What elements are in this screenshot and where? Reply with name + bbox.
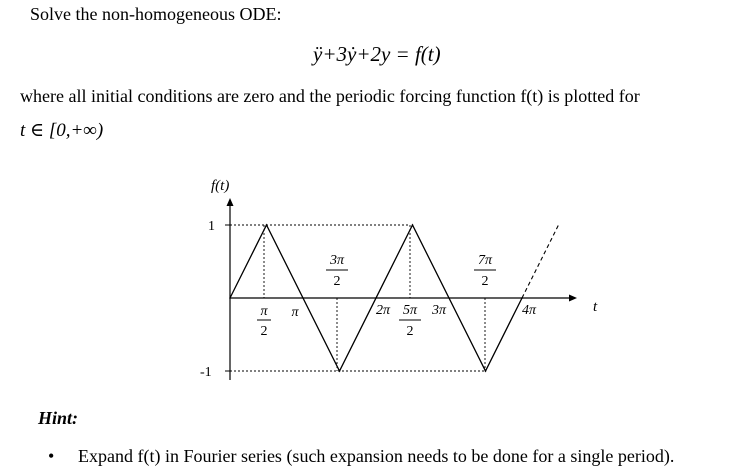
hint-item: Expand f(t) in Fourier series (such expansion needs to be done for a single period). — [78, 446, 675, 466]
x-tick-7pi-over-2-num: 7π — [477, 253, 493, 268]
series-point — [339, 370, 341, 372]
series-point — [485, 370, 487, 372]
y-tick-label-1: 1 — [208, 219, 215, 234]
series-point — [229, 297, 231, 299]
y-axis-label: f(t) — [211, 178, 230, 194]
hint-label: Hint: — [38, 408, 79, 428]
x-axis-label: t — [593, 299, 598, 315]
x-tick-3pi-over-2-num: 3π — [329, 253, 345, 268]
x-tick-2pi: 2π — [375, 303, 391, 318]
series-point — [266, 224, 268, 226]
domain-text: t ∈ [0,+∞) — [20, 120, 104, 141]
x-tick-3pi-over-2-den: 2 — [333, 274, 341, 289]
hint-bullet: • — [48, 446, 55, 466]
series-point — [521, 297, 523, 299]
forcing-series-continuation — [522, 225, 559, 298]
x-tick-pi: π — [291, 305, 299, 320]
y-tick-label-neg1: -1 — [200, 365, 212, 380]
x-tick-5pi-over-2-den: 2 — [406, 324, 414, 339]
x-axis-arrow — [569, 295, 577, 302]
y-axis-arrow — [227, 198, 234, 206]
series-point — [412, 224, 414, 226]
x-tick-4pi: 4π — [521, 303, 537, 318]
ode-equation: ÿ+3ẏ+2y = f(t) — [313, 42, 441, 66]
conditions-text: where all initial conditions are zero and the periodic forcing function f(t) is plotted for — [20, 86, 640, 106]
x-tick-5pi-over-2-num: 5π — [402, 303, 418, 318]
x-tick-pi-over-2-den: 2 — [260, 324, 268, 339]
problem-title: Solve the non-homogeneous ODE: — [30, 4, 282, 24]
x-tick-3pi: 3π — [431, 303, 447, 318]
x-tick-pi-over-2-num: π — [260, 304, 268, 319]
x-tick-7pi-over-2-den: 2 — [481, 274, 489, 289]
